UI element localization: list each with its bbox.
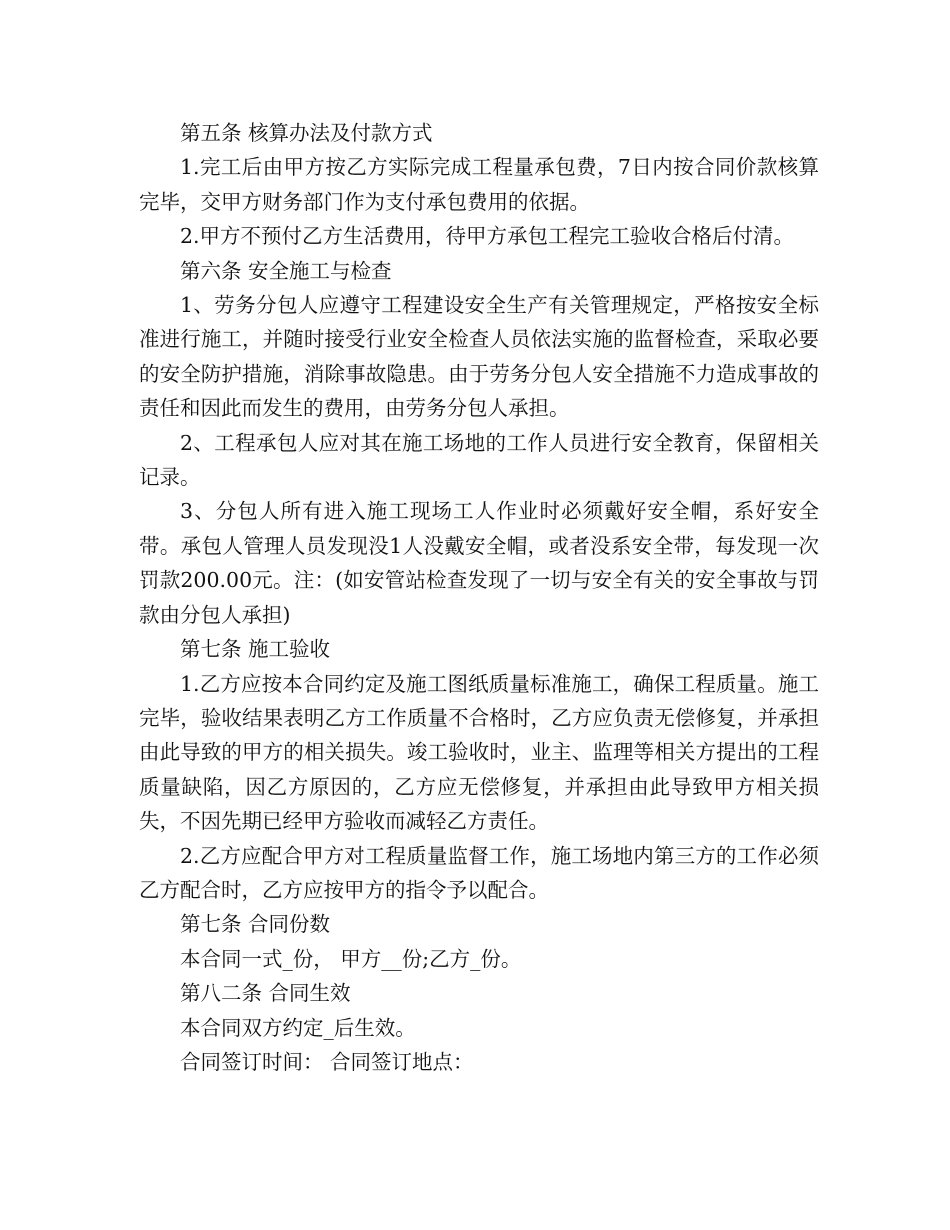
effect-heading: 第八二条 合同生效 [180,981,351,1006]
signing-line: 合同签订时间： 合同签订地点： [180,1049,474,1074]
section-5-heading: 第五条 核算办法及付款方式 [180,121,433,145]
copies-heading: 第七条 合同份数 [180,912,331,937]
section-6-clause-2: 2、工程承包人应对其在施工场地的工作人员进行安全教育，保留相关记录。 [139,430,819,490]
section-5-clause-2: 2.甲方不预付乙方生活费用，待甲方承包工程完工验收合格后付清。 [180,224,795,249]
effect-text: 本合同双方约定_后生效。 [180,1015,416,1040]
section-7-clause-2: 2.乙方应配合甲方对工程质量监督工作，施工场地内第三方的工作必须乙方配合时，乙方应按甲方的指令予以配合。 [139,843,819,902]
section-6-clause-3: 3、分包人所有进入施工现场工人作业时必须戴好安全帽，系好安全带。承包人管理人员发现没1人没戴安全帽，或者没系安全带，每发现一次罚款200.00元。注：(如安管站检查发现了一切与安全有关的安全事故与罚款由分包人承担) [139,499,819,627]
section-6-heading: 第六条 安全施工与检查 [180,258,392,283]
copies-text: 本合同一式_份， 甲方__份;乙方_份。 [180,946,522,971]
section-5-clause-1: 1.完工后由甲方按乙方实际完成工程量承包费，7日内按合同价款核算完毕，交甲方财务部门作为支付承包费用的依据。 [139,155,819,214]
section-7-heading: 第七条 施工验收 [180,637,331,662]
section-7-clause-1: 1.乙方应按本合同约定及施工图纸质量标准施工，确保工程质量。施工完毕，验收结果表明乙方工作质量不合格时，乙方应负责无偿修复，并承担由此导致的甲方的相关损失。竣工验收时，业主、监理等相关方提出的工程质量缺陷，因乙方原因的，乙方应无偿修复，并承担由此导致甲方相关损失，不因先期已经甲方验收而减轻乙方责任。 [139,671,819,834]
section-6-clause-1: 1、劳务分包人应遵守工程建设安全生产有关管理规定，严格按安全标准进行施工，并随时接受行业安全检查人员依法实施的监督检查，采取必要的安全防护措施，消除事故隐患。由于劳务分包人安全措施不力造成事故的责任和因此而发生的费用，由劳务分包人承担。 [139,293,819,421]
contract-page [139,116,819,1079]
